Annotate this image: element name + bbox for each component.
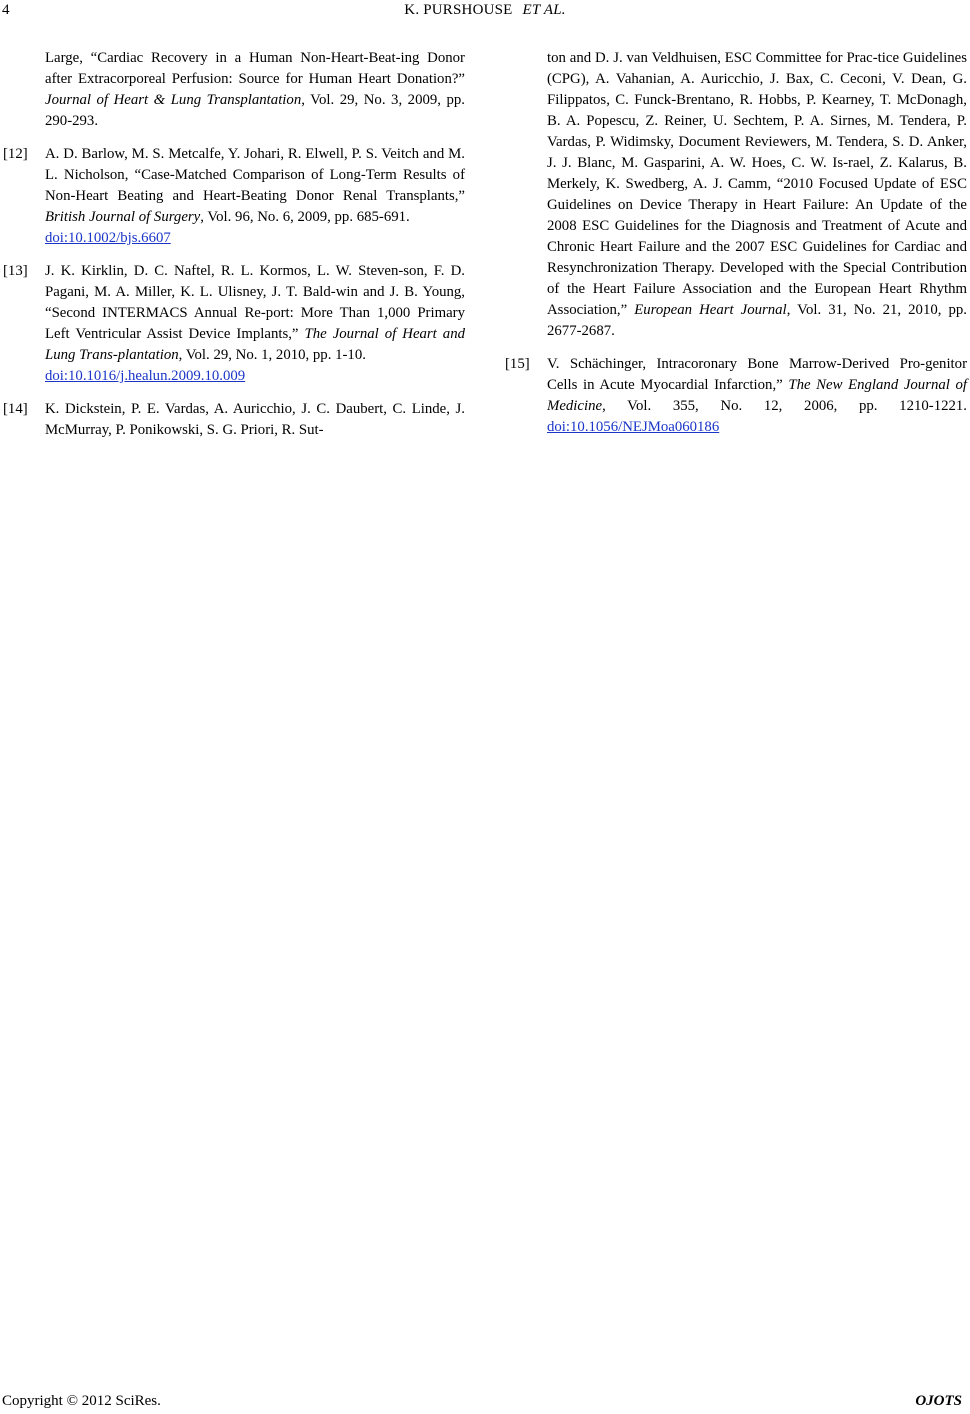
- reference-number: [14]: [3, 401, 28, 417]
- reference-details: , Vol. 29, No. 3, 2009, pp. 290-293.: [45, 92, 465, 129]
- reference-journal: European Heart Journal: [634, 302, 787, 318]
- reference-journal: Journal of Heart & Lung Transplantation: [45, 92, 302, 108]
- reference-14: [3, 399, 465, 441]
- reference-text: J. K. Kirklin, D. C. Naftel, R. L. Kormos, L. W. Steven-son, F. D. Pagani, M. A. Miller, K. L. Ulisney, J. T. Bald-win and J. B. Young, “Second INTERMACS Annual Re-port: More Than 1,000 Primary Left Ventricular Assist Device Implants,”: [45, 263, 465, 342]
- reference-15: [505, 354, 967, 438]
- reference-journal: The New England Journal of Medicine: [547, 377, 967, 414]
- reference-details: , Vol. 355, No. 12, 2006, pp. 1210-1221.: [602, 398, 967, 414]
- right-column: [505, 48, 968, 450]
- running-head-authors: K. PURSHOUSE: [404, 2, 513, 18]
- page-number: 4: [2, 2, 10, 18]
- reference-number: [13]: [3, 263, 28, 279]
- running-head: [0, 2, 970, 19]
- footer-copyright: Copyright © 2012 SciRes.: [2, 1393, 161, 1409]
- reference-number: [15]: [505, 356, 530, 372]
- doi-link[interactable]: doi:10.1002/bjs.6607: [45, 230, 171, 246]
- reference-number: [12]: [3, 146, 28, 162]
- reference-text: ton and D. J. van Veldhuisen, ESC Committee for Prac-tice Guidelines (CPG), A. Vahanian, A. Auricchio, J. Bax, C. Ceconi, V. Dean, G. Filippatos, C. Funck-Brentano, R. Hobbs, P. Kearney, T. McDonagh, B. A. Popescu, Z. Reiner, U. Sechtem, P. A. Sirnes, M. Tendera, P. Vardas, P. Widimsky, Document Reviewers, M. Tendera, S. D. Anker, J. J. Blanc, M. Gasparini, A. W. Hoes, C. W. Is-rael, Z. Kalarus, B. Merkely, K. Swedberg, A. J. Camm, “2010 Focused Update of ESC Guidelines on Device Therapy in Heart Failure: An Update of the 2008 ESC Guidelines for the Diagnosis and Treatment of Acute and Chronic Heart Failure and the 2007 ESC Guidelines for Cardiac and Resynchronization Therapy. Developed with the Special Contribution of the Heart Failure Association and the European Heart Rhythm Association,”: [547, 50, 967, 318]
- reference-text: A. D. Barlow, M. S. Metcalfe, Y. Johari, R. Elwell, P. S. Veitch and M. L. Nicholson, “Case-Matched Comparison of Long-Term Results of Non-Heart Beating and Heart-Beating Donor Renal Transplants,”: [45, 146, 465, 204]
- reference-details: , Vol. 96, No. 6, 2009, pp. 685-691.: [200, 209, 410, 225]
- reference-12: [3, 144, 465, 249]
- reference-text: Large, “Cardiac Recovery in a Human Non-Heart-Beat-ing Donor after Extracorporeal Perfusion: Source for Human Heart Donation?”: [45, 50, 465, 87]
- doi-link[interactable]: doi:10.1056/NEJMoa060186: [547, 419, 720, 435]
- reference-text: K. Dickstein, P. E. Vardas, A. Auricchio, J. C. Daubert, C. Linde, J. McMurray, P. Ponikowski, S. G. Priori, R. Sut-: [45, 401, 465, 438]
- reference-details: , Vol. 29, No. 1, 2010, pp. 1-10.: [178, 347, 366, 363]
- reference-14-continued: [547, 48, 967, 342]
- doi-link[interactable]: doi:10.1016/j.healun.2009.10.009: [45, 368, 246, 384]
- reference-journal: British Journal of Surgery: [45, 209, 201, 225]
- reference-journal: The Journal of Heart and Lung Trans-plantation: [45, 326, 466, 363]
- left-column: [3, 48, 466, 453]
- reference-11-continued: [45, 48, 465, 132]
- running-head-etal: ET AL.: [522, 2, 566, 18]
- reference-13: [3, 261, 466, 387]
- footer-journal-abbrev: OJOTS: [915, 1393, 962, 1409]
- reference-details: , Vol. 31, No. 21, 2010, pp. 2677-2687.: [547, 302, 968, 339]
- reference-text: V. Schächinger, Intracoronary Bone Marrow-Derived Pro-genitor Cells in Acute Myocardial Infarction,”: [547, 356, 967, 393]
